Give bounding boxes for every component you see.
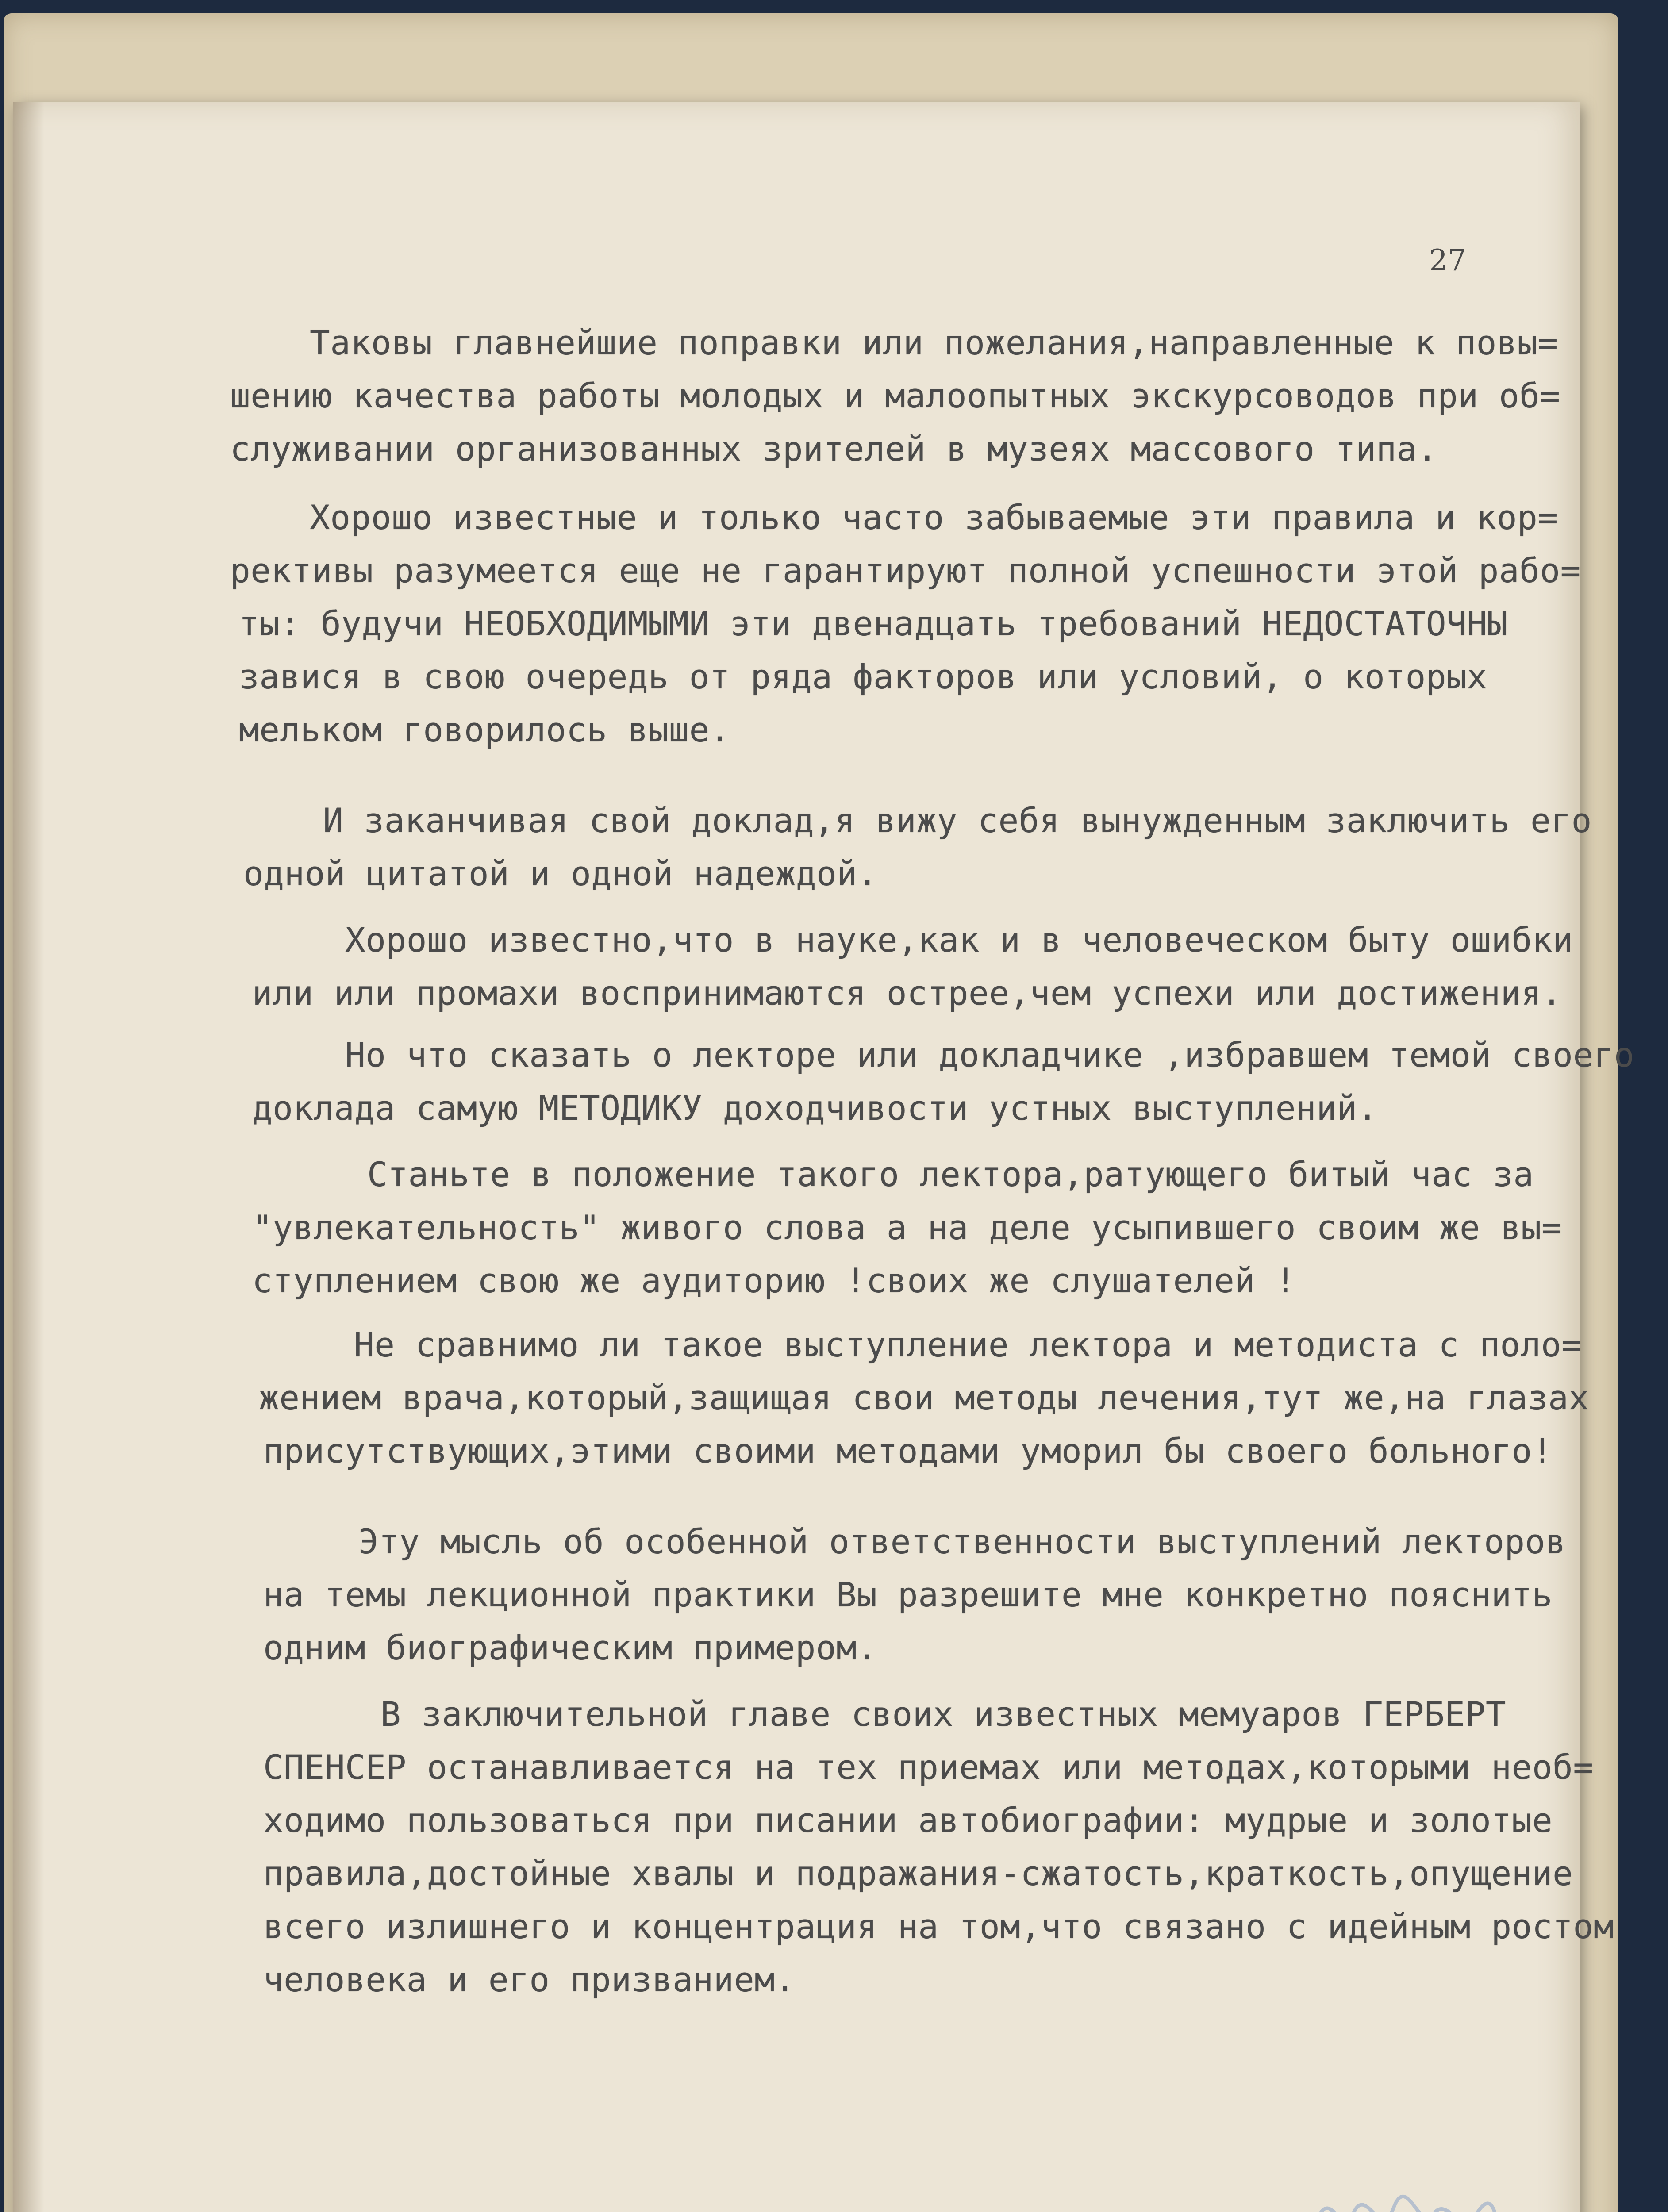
text-line: Хорошо известно,что в науке,как и в человеческом быту ошибки	[345, 920, 1573, 960]
text-line: В заключительной главе своих известных мемуаров ГЕРБЕРТ	[380, 1694, 1507, 1734]
text-line: доклада самую МЕТОДИКУ доходчивости устных выступлений.	[252, 1088, 1378, 1128]
archive-stamp-icon	[1274, 2181, 1504, 2212]
text-line: одним биографическим примером.	[263, 1628, 877, 1667]
text-line: И заканчивая свой доклад,я вижу себя вынужденным заключить его	[323, 801, 1592, 840]
text-line: ходимо пользоваться при писании автобиографии: мудрые и золотые	[263, 1801, 1553, 1840]
text-line: шению качества работы молодых и малоопытных экскурсоводов при об=	[230, 376, 1560, 415]
text-line: Эту мысль об особенной ответственности выступлений лекторов	[358, 1522, 1566, 1561]
text-line: жением врача,который,защищая свои методы лечения,тут же,на глазах	[259, 1378, 1589, 1417]
page-number: 27	[1429, 243, 1466, 277]
text-line: рективы разумеется еще не гарантируют полной успешности этой рабо=	[230, 551, 1581, 590]
text-line: на темы лекционной практики Вы разрешите мне конкретно пояснить	[263, 1575, 1553, 1614]
text-line: или или промахи воспринимаются острее,чем успехи или достижения.	[252, 973, 1562, 1013]
text-line: ты: будучи НЕОБХОДИМЫМИ эти двенадцать требований НЕДОСТАТОЧНЫ	[239, 604, 1508, 643]
text-line: СПЕНСЕР останавливается на тех приемах или методах,которыми необ=	[263, 1747, 1594, 1787]
text-line: человека и его призванием.	[263, 1960, 796, 1999]
text-line: служивании организованных зрителей в музеях массового типа.	[230, 429, 1438, 469]
text-line: Хорошо известные и только часто забываемые эти правила и кор=	[310, 498, 1558, 537]
binding-shadow	[13, 102, 44, 2212]
text-line: "увлекательность" живого слова а на деле усыпившего своим же вы=	[252, 1208, 1562, 1247]
text-line: мельком говорилось выше.	[239, 710, 730, 749]
text-line: Не сравнимо ли такое выступление лектора и методиста с поло=	[354, 1325, 1582, 1364]
text-line: ступлением свою же аудиторию !своих же слушателей !	[252, 1261, 1296, 1300]
document-page	[13, 102, 1635, 2212]
text-line: завися в свою очередь от ряда факторов или условий, о которых	[239, 657, 1487, 696]
text-line: присутствующих,этими своими методами уморил бы своего больного!	[263, 1431, 1553, 1471]
text-line: правила,достойные хвалы и подражания-сжатость,краткость,опущение	[263, 1854, 1573, 1893]
text-line: Но что сказать о лекторе или докладчике ,избравшем темой своего	[345, 1035, 1635, 1075]
text-line: всего излишнего и концентрация на том,что связано с идейным ростом	[263, 1907, 1614, 1946]
text-line: Таковы главнейшие поправки или пожелания,направленные к повы=	[310, 323, 1558, 362]
text-line: одной цитатой и одной надеждой.	[243, 854, 878, 893]
text-line: Станьте в положение такого лектора,ратующего битый час за	[367, 1155, 1534, 1194]
